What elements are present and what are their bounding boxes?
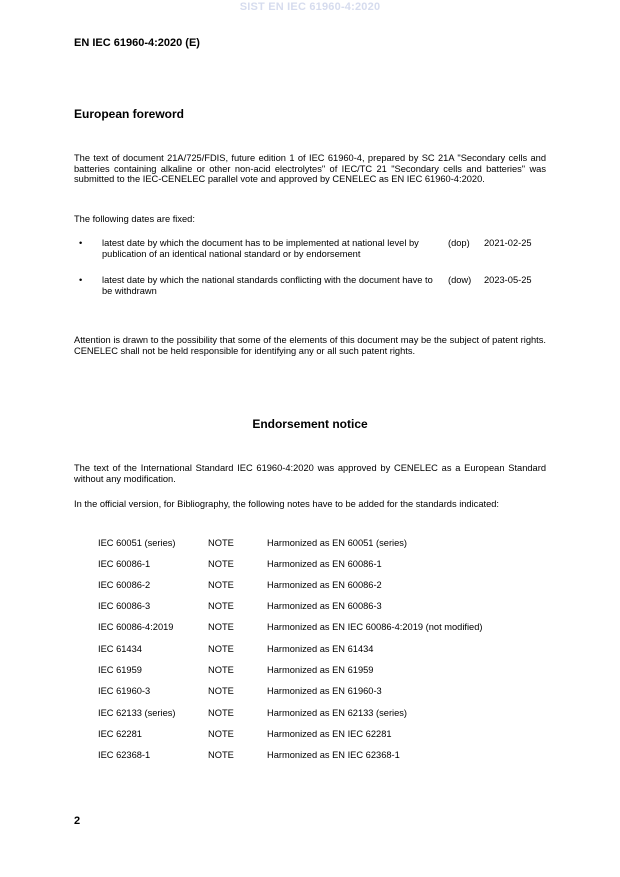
standard-ref: IEC 61959 xyxy=(98,665,142,675)
harmonized-text: Harmonized as EN 60086-3 xyxy=(267,601,382,611)
harmonized-text: Harmonized as EN 62133 (series) xyxy=(267,708,408,718)
note-label: NOTE xyxy=(208,750,234,760)
bullet-dop: • xyxy=(79,238,83,248)
dop-code: (dop) xyxy=(448,238,470,248)
endorsement-paragraph-2: In the official version, for Bibliography, the following notes have to be added for the standards indicated: xyxy=(74,499,499,509)
patent-notice: Attention is drawn to the possibility that some of the elements of this document may be the subject of patent rights. CENELEC shall not be held responsible for identifying any or all such patent rights. xyxy=(74,335,546,356)
document-id: EN IEC 61960-4:2020 (E) xyxy=(74,37,200,49)
harmonized-text: Harmonized as EN 60086-2 xyxy=(267,580,382,590)
standard-ref: IEC 61434 xyxy=(98,644,142,654)
harmonized-text: Harmonized as EN IEC 62368-1 xyxy=(267,750,400,760)
dow-date: 2023-05-25 xyxy=(484,275,532,285)
standard-ref: IEC 60086-3 xyxy=(98,601,151,611)
harmonized-text: Harmonized as EN IEC 62281 xyxy=(267,729,392,739)
watermark: SIST EN IEC 61960-4:2020 xyxy=(239,1,381,13)
note-label: NOTE xyxy=(208,580,234,590)
standard-ref: IEC 60086-4:2019 xyxy=(98,622,174,632)
standard-ref: IEC 62368-1 xyxy=(98,750,151,760)
dow-code: (dow) xyxy=(448,275,472,285)
foreword-paragraph-1: The text of document 21A/725/FDIS, future edition 1 of IEC 61960-4, prepared by SC 21A "Secondary cells and batteries containing alkaline or other non-acid electrolytes" of IEC/TC 21 "Secondary cells and batteries" was submitted to the IEC-CENELEC parallel vote and approved by CENELEC as EN IEC 61960-4:2020. xyxy=(74,153,546,185)
standard-ref: IEC 61960-3 xyxy=(98,686,151,696)
bullet-dow: • xyxy=(79,275,83,285)
endorsement-paragraph-1: The text of the International Standard IEC 61960-4:2020 was approved by CENELEC as a European Standard without any modification. xyxy=(74,463,546,484)
standard-ref: IEC 62133 (series) xyxy=(98,708,176,718)
standard-ref: IEC 60086-1 xyxy=(98,559,151,569)
standard-ref: IEC 62281 xyxy=(98,729,142,739)
note-label: NOTE xyxy=(208,644,234,654)
page-number: 2 xyxy=(74,815,81,827)
note-label: NOTE xyxy=(208,665,234,675)
note-label: NOTE xyxy=(208,686,234,696)
note-label: NOTE xyxy=(208,622,234,632)
harmonized-text: Harmonized as EN 61960-3 xyxy=(267,686,382,696)
foreword-paragraph-2: The following dates are fixed: xyxy=(74,214,195,224)
dop-date: 2021-02-25 xyxy=(484,238,532,248)
standard-ref: IEC 60051 (series) xyxy=(98,538,176,548)
dow-description: latest date by which the national standards conflicting with the document have to be withdrawn xyxy=(102,275,433,296)
harmonized-text: Harmonized as EN 61434 xyxy=(267,644,374,654)
note-label: NOTE xyxy=(208,559,234,569)
note-label: NOTE xyxy=(208,601,234,611)
harmonized-text: Harmonized as EN IEC 60086-4:2019 (not modified) xyxy=(267,622,483,632)
harmonized-text: Harmonized as EN 60086-1 xyxy=(267,559,382,569)
foreword-title: European foreword xyxy=(74,107,185,121)
note-label: NOTE xyxy=(208,538,234,548)
standard-ref: IEC 60086-2 xyxy=(98,580,151,590)
endorsement-title: Endorsement notice xyxy=(252,417,368,431)
harmonized-text: Harmonized as EN 60051 (series) xyxy=(267,538,408,548)
dop-description: latest date by which the document has to be implemented at national level by publication of an identical national standard or by endorsement xyxy=(102,238,419,259)
note-label: NOTE xyxy=(208,729,234,739)
harmonized-text: Harmonized as EN 61959 xyxy=(267,665,374,675)
note-label: NOTE xyxy=(208,708,234,718)
